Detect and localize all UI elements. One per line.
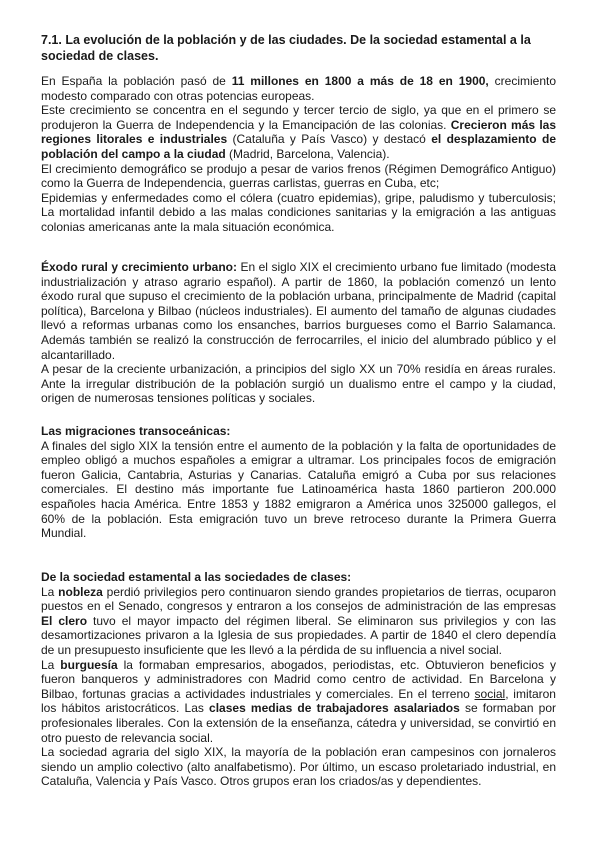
text-run: tuvo el mayor impacto del régimen liberal. Se eliminaron sus privilegios y con las desamortizaciones privaron a la Iglesia de sus propiedades. A partir de 1840 el clero dependía de un presupuesto insuficiente que les llevó a la pérdida de su influencia a nivel social.: [41, 613, 556, 657]
paragraph-nobleza-clero: [41, 585, 556, 658]
text-run: En el siglo XIX el crecimiento urbano fue limitado (modesta industrialización y atraso agrario español). A partir de 1860, la población comenzó un lento éxodo rural que supuso el crecimiento de la población urbana, principalmente de Madrid (capital política), Barcelona y Bilbao (núcleos industriales). El aumento del tamaño de algunas ciudades llevó a reformas urbanas como los ensanches, barrios burgueses como el Barrio Salamanca. Además también se realizó la construcción de ferrocarriles, el inicio del alumbrado público y el alcantarillado.: [41, 260, 556, 362]
section-exodo-rural: [41, 260, 556, 406]
paragraph-frenos: [41, 162, 556, 191]
text-run: El clero: [41, 613, 88, 628]
text-run: La: [41, 657, 61, 672]
paragraph-poblacion: [41, 74, 556, 103]
text-run: crecimiento modesto comparado con otras potencias europeas.: [41, 74, 557, 103]
text-run: se formaban por profesionales liberales. Con la extensión de la enseñanza, cátedra y universidad, se convirtió en otro puesto de relevancia social.: [41, 701, 556, 745]
paragraph-burguesia: [41, 658, 556, 746]
text-run: Éxodo rural y crecimiento urbano:: [41, 260, 237, 274]
paragraph-migraciones: [41, 439, 556, 541]
section-intro: [41, 74, 556, 235]
paragraph-urbanizacion: [41, 362, 556, 406]
text-run: (Cataluña y País Vasco) y destacó: [227, 132, 432, 147]
text-run: A pesar de la creciente urbanización, a principios del siglo XX un 70% residía en áreas rurales. Ante la irregular distribución de la población surgió un dualismo entre el campo y la ciudad, origen de numerosas tensiones políticas y sociales.: [41, 362, 556, 406]
text-run: Crecieron más las regiones litorales e industriales: [41, 117, 557, 147]
paragraph-sociedad-agraria: [41, 745, 556, 789]
text-run: El crecimiento demográfico se produjo a pesar de varios frenos (Régimen Demográfico Antiguo) como la Guerra de Independencia, guerras carlistas, guerras en Cuba, etc;: [41, 161, 556, 191]
text-run: el desplazamiento de población del campo a la ciudad: [41, 132, 556, 161]
text-run: La: [41, 584, 59, 599]
text-run: burguesía: [60, 657, 118, 672]
text-run: Epidemias y enfermedades como el cólera (cuatro epidemias), gripe, paludismo y tuberculosis; La mortalidad infantil debido a las malas condiciones sanitarias y la emigración a las antiguas colonias americanas ante la mala situación económica.: [41, 190, 556, 234]
document-title: 7.1. La evolución de la población y de las ciudades. De la sociedad estamental a la sociedad de clases.: [41, 33, 531, 63]
heading-sociedad: De la sociedad estamental a las sociedades de clases:: [41, 570, 352, 584]
text-run: social: [474, 686, 506, 701]
text-run: perdió privilegios pero continuaron siendo grandes propietarios de tierras, ocuparon puestos en el Senado, congresos y entraron a los consejos de administración de las empresas: [41, 584, 556, 614]
paragraph-exodo-rural: [41, 260, 556, 362]
text-run: nobleza: [58, 584, 103, 599]
text-run: Este crecimiento se concentra en el segundo y tercer tercio de siglo, ya que en el primero se produjeron la Guerra de Independencia y la Emancipación de las colonias.: [41, 103, 556, 132]
section-migraciones: [41, 424, 556, 541]
text-run: la formaban empresarios, abogados, periodistas, etc. Obtuvieron beneficios y fueron banqueros y administradores con Madrid como centro de actividad. En Barcelona y Bilbao, fortunas gracias a actividades industriales y comerciales. En el terreno: [41, 657, 557, 701]
text-run: 11 millones en 1800 a más de 18 en 1900,: [231, 74, 489, 88]
text-run: En España la población pasó de: [41, 74, 232, 88]
text-run: , imitaron los hábitos aristocráticos. Las: [41, 686, 556, 716]
heading-migraciones: Las migraciones transoceánicas:: [41, 424, 231, 438]
section-sociedad: [41, 570, 556, 789]
paragraph-epidemias: [41, 191, 556, 235]
text-run: A finales del siglo XIX la tensión entre el aumento de la población y la falta de oportunidades de empleo obligó a muchos españoles a emigrar a ultramar. Los principales focos de emigración fueron Galicia, Cantabria, Asturias y Canarias. Cataluña emigró a Cuba por sus relaciones comerciales. El destino más importante fue Latinoamérica hasta 1860 partieron 200.000 españoles hacia América. Entre 1853 y 1882 emigraron a América unos 325000 gallegos, el 60% de la población. Esta emigración tuvo un breve retroceso durante la Primera Guerra Mundial.: [41, 438, 556, 541]
text-run: La sociedad agraria del siglo XIX, la mayoría de la población eran campesinos con jornaleros siendo un amplio colectivo (alto analfabetismo). Por último, un escaso proletariado industrial, en Cataluña, Valencia y País Vasco. Otros grupos eran los criados/as y dependientes.: [41, 745, 556, 789]
text-run: clases medias de trabajadores asalariados: [209, 701, 460, 716]
text-run: (Madrid, Barcelona, Valencia).: [225, 146, 390, 161]
paragraph-crecimiento: [41, 103, 556, 161]
